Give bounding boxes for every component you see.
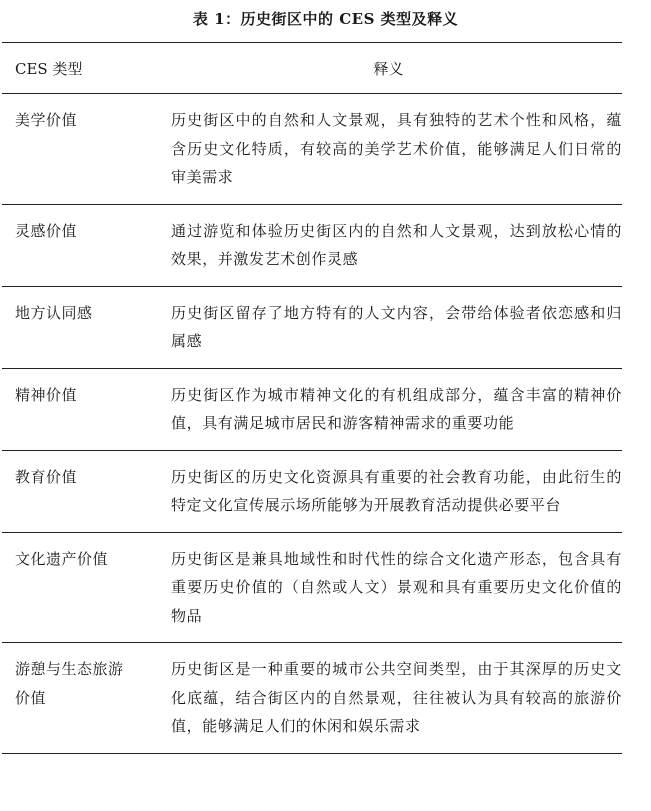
row-type-cell — [2, 94, 155, 205]
row-type: 教育价值 — [15, 467, 78, 486]
row-type: 美学价值 — [15, 111, 78, 129]
row-definition: 历史街区是兼具地域性和时代性的综合文化遗产形态，包含具有重要历史价值的（自然或人文）景观和具有重要历史文化价值的物品 — [155, 532, 622, 643]
row-definition: 历史街区是一种重要的城市公共空间类型，由于其深厚的历史文化底蕴，结合街区内的自然景观，往往被认为具有较高的旅游价值，能够满足人们的休闲和娱乐需求 — [155, 643, 622, 754]
row-type: 地方认同感 — [15, 303, 93, 322]
row-type-cell — [2, 450, 155, 532]
row-type: 游憩与生态旅游价值 — [15, 660, 124, 707]
row-definition: 历史街区中的自然和人文景观，具有独特的艺术个性和风格，蕴含历史文化特质，有较高的美学艺术价值，能够满足人们日常的审美需求 — [155, 94, 622, 205]
row-type: 灵感价值 — [15, 221, 78, 240]
ces-table — [2, 42, 622, 754]
row-type-cell — [2, 368, 155, 450]
row-definition: 历史街区的历史文化资源具有重要的社会教育功能，由此衍生的特定文化宣传展示场所能够为开展教育活动提供必要平台 — [155, 450, 622, 532]
table-row — [2, 450, 622, 532]
table-row — [2, 286, 622, 368]
table-header — [2, 43, 622, 94]
table-row — [2, 643, 622, 754]
row-definition: 历史街区留存了地方特有的人文内容，会带给体验者依恋感和归属感 — [155, 286, 622, 368]
row-definition: 历史街区作为城市精神文化的有机组成部分，蕴含丰富的精神价值，具有满足城市居民和游客精神需求的重要功能 — [155, 368, 622, 450]
table-caption: 表 1：历史街区中的 CES 类型及释义 — [192, 10, 459, 28]
table-row — [2, 532, 622, 643]
table-body — [2, 94, 622, 754]
header-row — [2, 43, 622, 94]
header-ces-type: CES 类型 — [2, 43, 155, 94]
table-row — [2, 368, 622, 450]
row-type: 文化遗产价值 — [15, 549, 109, 568]
header-definition: 释义 — [155, 43, 622, 94]
row-type: 精神价值 — [15, 385, 78, 404]
row-type-cell — [2, 643, 155, 754]
row-definition: 通过游览和体验历史街区内的自然和人文景观，达到放松心情的效果，并激发艺术创作灵感 — [155, 204, 622, 286]
row-type-cell — [2, 532, 155, 643]
table-row — [2, 204, 622, 286]
row-type-cell — [2, 286, 155, 368]
row-type-cell — [2, 204, 155, 286]
table-row — [2, 94, 622, 205]
